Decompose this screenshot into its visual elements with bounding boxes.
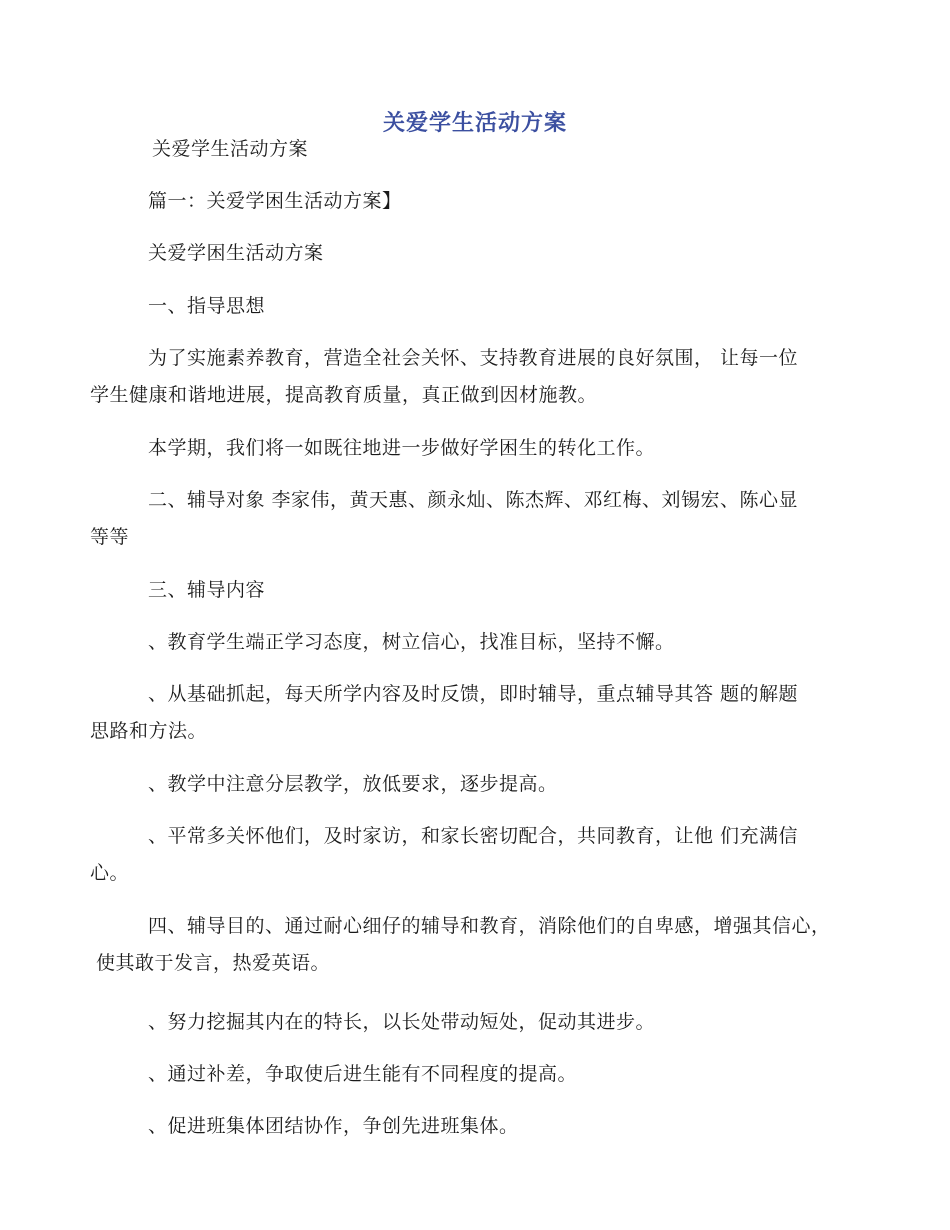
- list-item-continuation: 思路和方法。: [90, 720, 208, 742]
- heading-tutoring-goals: 四、辅导目的、通过耐心细仔的辅导和教育，消除他们的自卑感，增强其信心，: [148, 915, 831, 937]
- document-title: 关爱学生活动方案: [382, 110, 567, 136]
- section-heading-part1: 篇一：关爱学困生活动方案】: [148, 190, 402, 212]
- plan-heading: 关爱学困生活动方案: [148, 242, 324, 264]
- paragraph-line: 为了实施素养教育，营造全社会关怀、支持教育进展的良好氛围， 让每一位: [148, 347, 799, 369]
- paragraph-line: 等等: [90, 526, 130, 548]
- list-item: 、教学中注意分层教学，放低要求，逐步提高。: [148, 773, 558, 795]
- list-item: 、通过补差，争取使后进生能有不同程度的提高。: [148, 1063, 578, 1085]
- list-item: 、从基础抓起，每天所学内容及时反馈，即时辅导，重点辅导其答 题的解题: [148, 683, 799, 705]
- list-item: 、教育学生端正学习态度，树立信心，找准目标，坚持不懈。: [148, 631, 675, 653]
- list-item-continuation: 心。: [90, 862, 130, 884]
- heading-tutoring-targets: 二、辅导对象 李家伟，黄天惠、颜永灿、陈杰辉、邓红梅、刘锡宏、陈心显: [148, 489, 799, 511]
- list-item: 、努力挖掘其内在的特长，以长处带动短处，促动其进步。: [148, 1011, 656, 1033]
- heading-tutoring-content: 三、辅导内容: [148, 579, 266, 601]
- list-item: 、平常多关怀他们，及时家访，和家长密切配合，共同教育，让他 们充满信: [148, 825, 799, 847]
- heading-guiding-thought: 一、指导思想: [148, 295, 266, 317]
- paragraph-line: 学生健康和谐地进展，提高教育质量，真正做到因材施教。: [90, 384, 598, 406]
- paragraph-line: 使其敢于发言，热爱英语。: [96, 952, 331, 974]
- list-item: 、促进班集体团结协作，争创先进班集体。: [148, 1115, 519, 1137]
- paragraph-line: 本学期，我们将一如既往地进一步做好学困生的转化工作。: [148, 437, 656, 459]
- subtitle-line: 关爱学生活动方案: [152, 138, 309, 160]
